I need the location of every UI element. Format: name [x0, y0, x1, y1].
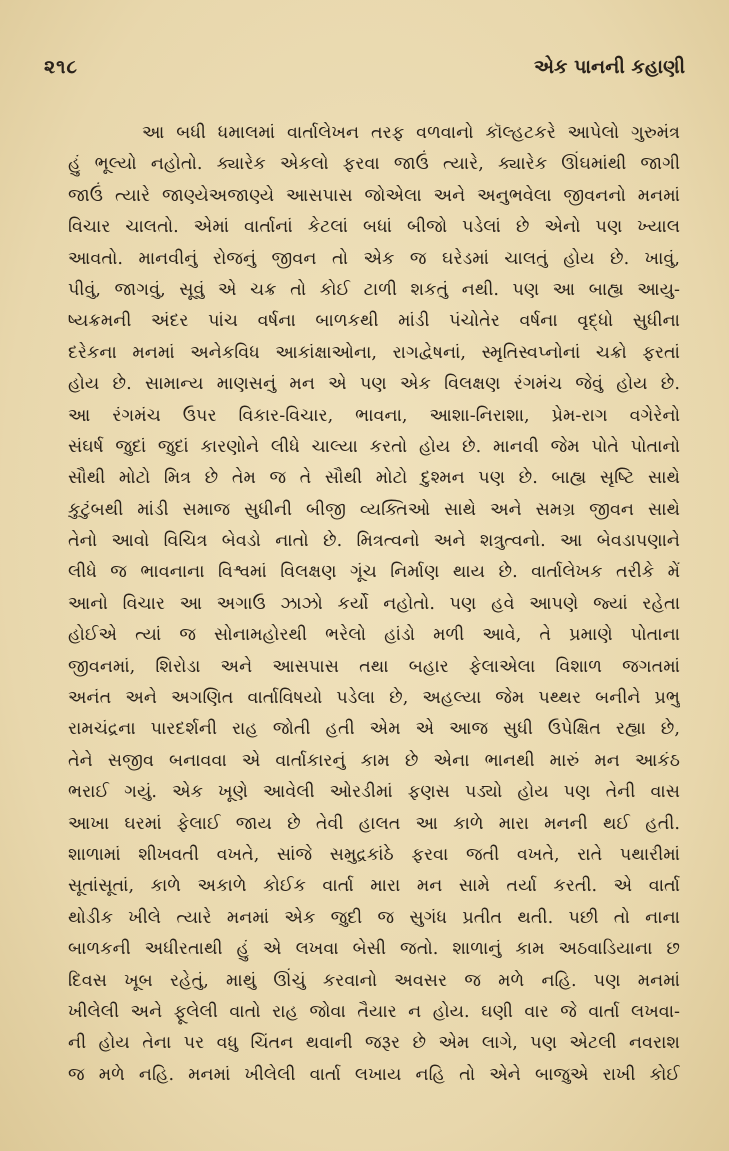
text-line: તેનો આવો વિચિત્ર બેવડો નાતો છે. મિત્રત્વનો અને શત્રુત્વનો. આ બેવડાપણાને [68, 531, 680, 552]
text-line: દરેકના મનમાં અનેકવિધ આકાંક્ષાઓના, રાગદ્વેષનાં, સ્મૃતિસ્વપ્નોનાં ચક્રો ફરતાં [68, 342, 680, 363]
text-line: કુટુંબથી માંડી સમાજ સુધીની બીજી વ્યક્તિઓ સાથે અને સમગ્ર જીવન સાથે [68, 499, 680, 520]
page-header [44, 56, 685, 82]
text-line: સૂતાંસૂતાં, કાળે અકાળે કોઈક વાર્તા મારા મન સામે તર્યા કરતી. એ વાર્તા [68, 876, 680, 897]
text-line: આવતો. માનવીનું રોજનું જીવન તો એક જ ઘરેડમાં ચાલતું હોય છે. ખાવું, [68, 248, 680, 269]
text-line: ષ્યક્રમની અંદર પાંચ વર્ષના બાળકથી માંડી પંચોતેર વર્ષના વૃદ્ધો સુધીના [68, 311, 680, 332]
text-line: તેને સજીવ બનાવવા એ વાર્તાકારનું કામ છે એના ભાનથી મારું મન આકંઠ [68, 750, 680, 771]
running-title: એક પાનની કહાણી [534, 56, 685, 78]
text-line: આખા ઘરમાં ફેલાઈ જાય છે તેવી હાલત આ કાળે મારા મનની થઈ હતી. [68, 813, 680, 834]
text-line: દિવસ ખૂબ રહેતું, માથું ઊંચું કરવાનો અવસર જ મળે નહિ. પણ મનમાં [68, 970, 680, 991]
text-line: શાળામાં શીખવતી વખતે, સાંજે સમુદ્રકાંઠે ફરવા જતી વખતે, રાતે પથારીમાં [68, 844, 680, 865]
text-line: ખીલેલી અને ફૂલેલી વાતો રાહ જોવા તૈયાર ન હોય. ઘણી વાર જે વાર્તા લખવા- [68, 1001, 680, 1022]
text-line: સૌથી મોટો મિત્ર છે તેમ જ તે સૌથી મોટો દુશ્મન પણ છે. બાહ્ય સૃષ્ટિ સાથે [68, 468, 680, 489]
text-line: રામચંદ્રના પારદર્શની રાહ જોતી હતી એમ એ આજ સુધી ઉપેક્ષિત રહ્યા છે, [68, 719, 680, 740]
text-line: લીધે જ ભાવનાના વિશ્વમાં વિલક્ષણ ગૂંચ નિર્માણ થાય છે. વાર્તાલેખક તરીકે મેં [68, 562, 680, 583]
text-line: ની હોય તેના પર વધુ ચિંતન થવાની જરૂર છે એમ લાગે, પણ એટલી નવરાશ [68, 1033, 680, 1054]
page-number: ૨૧૮ [44, 56, 78, 78]
text-line: ભરાઈ ગયું. એક ખૂણે આવેલી ઓરડીમાં ફણસ પડ્યો હોય પણ તેની વાસ [68, 782, 680, 803]
text-line: આ બધી ધમાલમાં વાર્તાલેખન તરફ વળવાનો કૉલ્હટકરે આપેલો ગુરુમંત્ર [142, 123, 680, 143]
text-line: થોડીક ખીલે ત્યારે મનમાં એક જુદી જ સુગંધ પ્રતીત થતી. પછી તો નાના [68, 907, 680, 928]
text-line: હોઈએ ત્યાં જ સોનામહોરથી ભરેલો હાંડો મળી આવે, તે પ્રમાણે પોતાના [68, 625, 680, 646]
text-line: આનો વિચાર આ અગાઉ ઝાઝો કર્યો નહોતો. પણ હવે આપણે જ્યાં રહેતા [68, 593, 680, 614]
text-line: વિચાર ચાલતો. એમાં વાર્તાનાં કેટલાં બધાં બીજો પડેલાં છે એનો પણ ખ્યાલ [68, 217, 680, 238]
body-text [68, 118, 680, 1091]
text-line: હોય છે. સામાન્ય માણસનું મન એ પણ એક વિલક્ષણ રંગમંચ જેવું હોય છે. [68, 374, 680, 395]
text-line: સંઘર્ષ જુદાં જુદાં કારણોને લીધે ચાલ્યા કરતો હોય છે. માનવી જેમ પોતે પોતાનો [68, 436, 680, 457]
text-line: જ મળે નહિ. મનમાં ખીલેલી વાર્તા લખાય નહિ તો એને બાજુએ રાખી કોઈ [68, 1064, 680, 1085]
text-line: અનંત અને અગણિત વાર્તાવિષયો પડેલા છે, અહલ્યા જેમ પથ્થર બનીને પ્રભુ [68, 688, 680, 709]
text-line: હું ભૂલ્યો નહોતો. ક્યારેક એકલો ફરવા જાઉં ત્યારે, ક્યારેક ઊંઘમાંથી જાગી [68, 154, 680, 175]
text-line: આ રંગમંચ ઉપર વિકાર-વિચાર, ભાવના, આશા-નિરાશા, પ્રેમ-રાગ વગેરેનો [68, 405, 680, 426]
text-line: જીવનમાં, શિરોડા અને આસપાસ તથા બહાર ફેલાએલા વિશાળ જગતમાં [68, 656, 680, 677]
text-line: જાઉં ત્યારે જાણ્યેઅજાણ્યે આસપાસ જોએલા અને અનુભવેલા જીવનનો મનમાં [68, 185, 680, 206]
text-line: બાળકની અધીરતાથી હું એ લખવા બેસી જતો. શાળાનું કામ અઠવાડિયાના છ [68, 939, 680, 960]
text-line: પીવું, જાગવું, સૂવું એ ચક્ર તો કોઈ ટાળી શકતું નથી. પણ આ બાહ્ય આયુ- [68, 279, 680, 300]
